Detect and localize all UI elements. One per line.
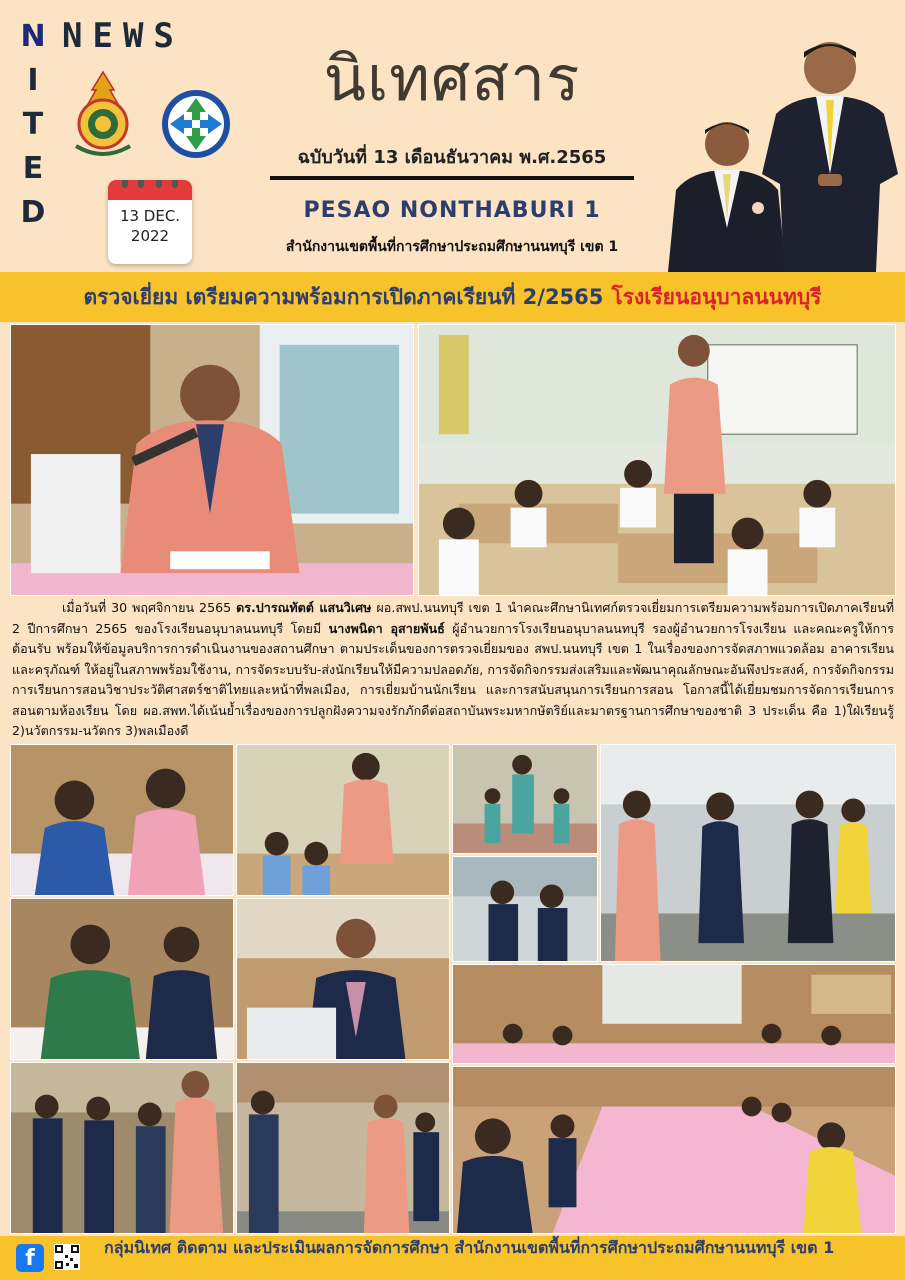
article-text: ผู้อำนวยการโรงเรียนอนุบาลนนทบุรี รองผู้อำนวยการโรงเรียน และคณะครูให้การต้อนรับ พร้อมให้ข้อมูลบริการการดำเนินงานของสถานศึกษา ตามประเด็นของการตรวจเยี่ยมของ สพป.นนทบุรี เขต 1 ในเรื่องของการจัดสภาพแวดล้อม อาคารเรียน และครุภัณฑ์ ให้อยู่ในสภาพพร้อมใช้งาน, การจัดระบบรับ-ส่งนักเรียนให้มีความปลอดภัย, การจัดกิจกรรมส่งเสริมและพัฒนาคุณลักษณะอันพึงประสงค์, การจัดกิจกรรมการเรียนการสอนวิชาประวัติศาสตร์ชาติไทยและหน้าที่พลเมือง, การเยี่ยมบ้านนักเรียน และการสนับสนุนการเรียนการสอน โอกาสนี้ได้เยี่ยมชมการจัดการเรียนการสอนตามห้องเรียน โดย ผอ.สพท.ได้เน้นย้ำเรื่องของการปลูกฝังความจงรักภักดีต่อสถาบันพระมหากษัตริย์และมาตรฐานการศึกษาของชาติ 3 ประเด็น คือ 1)ใฝ่เรียนรู้ 2)นวัตกรรม-นวัตกร 3)พลเมืองดี	[12, 620, 894, 738]
photo-meeting-women	[10, 744, 234, 896]
office-name: สำนักงานเขตพื้นที่การศึกษาประถมศึกษานนทบุรี เขต 1	[285, 239, 619, 255]
photo-meeting-notes	[10, 898, 234, 1060]
news-wordmark: NEWS	[62, 16, 184, 56]
masthead-letter: N	[20, 19, 46, 54]
photo-school-walkway	[600, 744, 896, 962]
article-name-principal: นางพนิดา อุสายพันธ์	[328, 620, 445, 636]
newsletter-title: นิเทศสาร	[323, 42, 581, 115]
article-text: ผอ.สพป.นนทบุรี เขต 1 นำคณะศึกษานิเทศก์ตรวจเยี่ยมการเตรียมความพร้อมการเปิดภาคเรียนที่ 2 ปีการศึกษา 2565 ของโรงเรียนอนุบาลนนทบุรี โดยมี	[12, 600, 895, 636]
vertical-masthead	[20, 18, 46, 232]
calendar-day: 13 DEC.	[119, 207, 181, 225]
issue-date: ฉบับวันที่ 13 เดือนธันวาคม พ.ศ.2565	[297, 147, 607, 168]
photo-students-lineup	[452, 744, 598, 854]
article-text: เมื่อวันที่ 30 พฤศจิกายน 2565	[62, 600, 237, 615]
photo-staff-laptop	[236, 898, 450, 1060]
article-body	[12, 598, 894, 742]
masthead-letter: D	[20, 195, 46, 230]
footer-text: กลุ่มนิเทศ ติดตาม และประเมินผลการจัดการศึกษา สำนักงานเขตพื้นที่การศึกษาประถมศึกษานนทบุรี เขต 1	[104, 1238, 835, 1257]
obec-emblem-logo	[62, 68, 144, 160]
headline-school: โรงเรียนอนุบาลนนทบุรี	[611, 284, 822, 309]
title-divider	[270, 176, 634, 180]
photo-teacher-students	[236, 744, 450, 896]
nited-logo	[160, 88, 232, 160]
photo-classroom-visit	[418, 324, 896, 596]
headline-banner	[0, 272, 905, 322]
calendar-icon	[108, 180, 192, 264]
article-name-director: ดร.ปารณทัตต์ แสนวิเศษ	[236, 600, 372, 615]
org-code: PESAO NONTHABURI 1	[303, 198, 601, 223]
masthead-letter: E	[22, 151, 44, 186]
photo-director-speaking	[10, 324, 414, 596]
photo-greeting-group	[10, 1062, 234, 1234]
photo-conference-room	[452, 964, 896, 1064]
qr-code-icon[interactable]	[54, 1244, 80, 1270]
calendar-year: 2022	[130, 227, 170, 245]
portrait-director	[760, 24, 900, 272]
photo-teachers-greeting	[452, 856, 598, 962]
masthead-letter: T	[22, 107, 44, 142]
headline-text: ตรวจเยี่ยม เตรียมความพร้อมการเปิดภาคเรียนที่ 2/2565	[83, 284, 604, 309]
photo-corridor-walk	[236, 1062, 450, 1234]
photo-conference-table	[452, 1066, 896, 1234]
masthead-letter: I	[27, 63, 39, 98]
facebook-icon[interactable]: f	[16, 1244, 44, 1272]
